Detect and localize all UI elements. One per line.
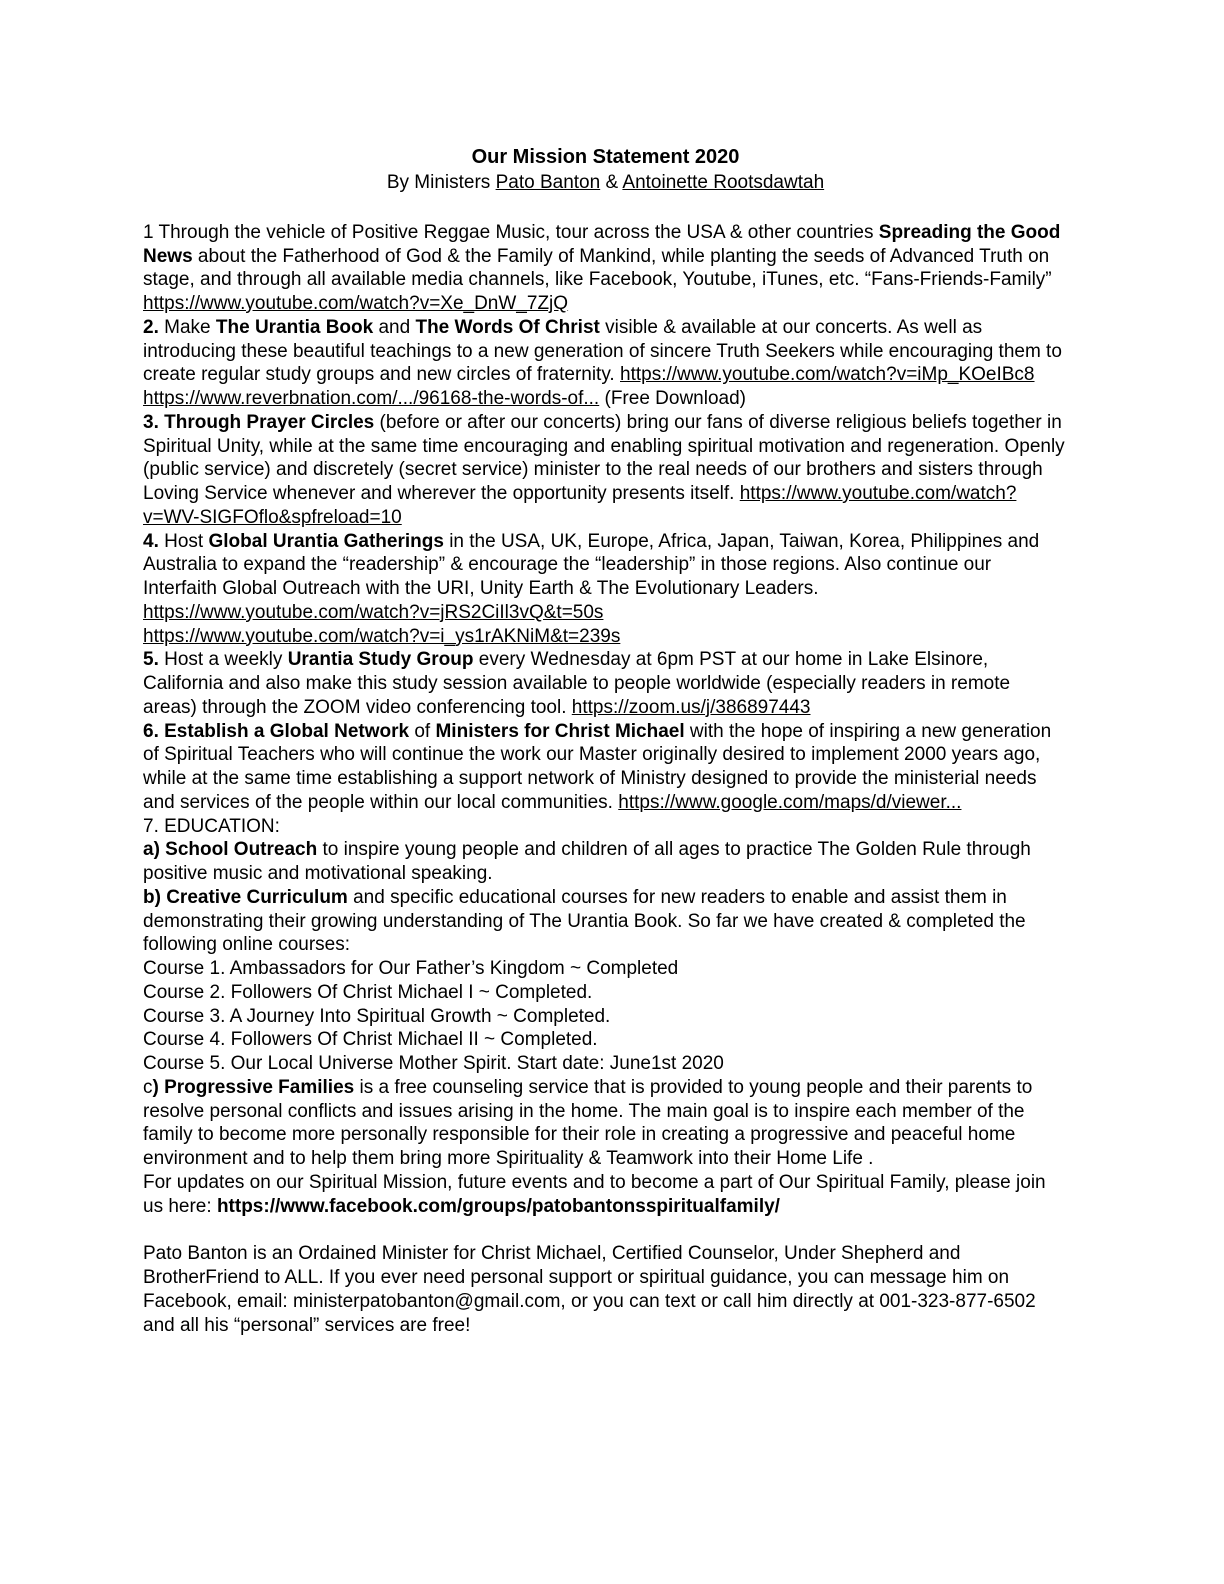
item-3-youtube-link[interactable]: https://www.youtube.com/watch?v=WV-SIGFOflo&spfreload=10 [143, 483, 1017, 528]
item-4-youtube-link-2[interactable]: https://www.youtube.com/watch?v=i_ys1rAKNiM&t=239s [143, 625, 621, 647]
mission-item-6 [143, 720, 1068, 815]
item-4-text: Host [158, 530, 209, 552]
education-item-a [143, 838, 1068, 886]
item-2-bold-urantia: The Urantia Book [215, 316, 374, 338]
item-6-text-2: with the hope of inspiring a new generation of Spiritual Teachers who will continue the work our Master originally desired to implement 2000 years ago, while at the same time establishing a support network of Ministry designed to provide the ministerial needs and services of the people within our local communities. [143, 720, 1052, 813]
item-5-bold: Urantia Study Group [287, 649, 474, 671]
item-5-number: 5. [143, 649, 159, 671]
item-5-text: Host a weekly [158, 649, 288, 671]
item-3-text: (before or after our concerts) bring our fans of diverse religious beliefs together in Spiritual Unity, while at the same time encouraging and enabling spiritual motivation and regeneration. Openly (public service) and discretely (secret service) minister to the real needs of our brothers and sisters through Loving Service whenever and wherever the opportunity presents itself. [143, 411, 1065, 504]
education-c-text: is a free counseling service that is provided to young people and their parents to resolve personal conflicts and issues arising in the home. The main goal is to inspire each member of the family to become more personally responsible for their role in creating a progressive and peaceful home environment and to help them bring more Spirituality & Teamwork into their Home Life . [143, 1076, 1033, 1169]
item-2-text-2: and [373, 316, 416, 338]
education-a-text: to inspire young people and children of all ages to practice The Golden Rule through positive music and motivational speaking. [143, 839, 1031, 884]
item-1-text-2: about the Fatherhood of God & the Family of Mankind, while planting the seeds of Advanced Truth on stage, and through all available media channels, like Facebook, Youtube, iTunes, etc. “Fans-Friends-Family” [143, 245, 1052, 291]
paragraph-spacer [143, 1218, 1068, 1242]
item-6-text: of [409, 720, 436, 742]
mission-item-4 [143, 530, 1068, 649]
author-link-pato-banton[interactable]: Pato Banton [495, 172, 601, 193]
education-item-c [143, 1076, 1068, 1171]
facebook-group-link[interactable]: https://www.facebook.com/groups/patobantonsspiritualfamily/ [216, 1195, 780, 1217]
education-item-b [143, 886, 1068, 957]
item-6-bold: 6. Establish a Global Network [143, 720, 410, 742]
item-1-bold: Spreading the Good News [143, 221, 1061, 267]
mission-item-5 [143, 648, 1068, 719]
item-5-zoom-link[interactable]: https://zoom.us/j/386897443 [571, 696, 811, 718]
education-b-bold: b) Creative Curriculum [143, 886, 348, 908]
byline [143, 171, 1068, 195]
item-2-text-3: visible & available at our concerts. As well as introducing these beautiful teachings to a new generation of sincere Truth Seekers while encouraging them to create regular study groups and new circles of fraternity. [143, 316, 1062, 386]
mission-item-1 [143, 221, 1068, 316]
document-page [143, 143, 1068, 1337]
item-6-google-maps-link[interactable]: https://www.google.com/maps/d/viewer... [618, 791, 962, 813]
byline-prefix: By Ministers [386, 172, 491, 193]
item-2-text: Make [158, 316, 216, 338]
page-title: Our Mission Statement 2020 [471, 146, 740, 168]
course-item: Course 1. Ambassadors for Our Father’s Kingdom ~ Completed [143, 958, 679, 979]
item-3-bold: 3. Through Prayer Circles [143, 411, 375, 433]
item-4-bold: Global Urantia Gatherings [208, 530, 444, 552]
education-heading: 7. EDUCATION: [143, 815, 280, 837]
item-1-youtube-link[interactable]: https://www.youtube.com/watch?v=Xe_DnW_7ZjQ [143, 293, 569, 314]
item-4-youtube-link-1[interactable]: https://www.youtube.com/watch?v=jRS2CiIl3vQ&t=50s [143, 601, 604, 623]
bio-paragraph: Pato Banton is an Ordained Minister for Christ Michael, Certified Counselor, Under Shepherd and BrotherFriend to ALL. If you ever need personal support or spiritual guidance, you can message him on Facebook, email: ministerpatobanton@gmail.com, or you can text or call him directly at 001-323-877-6502 and all his “personal” services are free! [143, 1243, 1036, 1336]
course-item: Course 5. Our Local Universe Mother Spirit. Start date: June1st 2020 [143, 1053, 724, 1074]
item-1-number: 1 [143, 221, 154, 243]
item-2-free-download: (Free Download) [599, 388, 746, 409]
updates-text: For updates on our Spiritual Mission, future events and to become a part of Our Spiritual Family, please join us here: [143, 1171, 1046, 1217]
updates-paragraph [143, 1171, 1068, 1219]
mission-item-2 [143, 316, 1068, 411]
course-item: Course 3. A Journey Into Spiritual Growth ~ Completed. [143, 1005, 611, 1027]
author-link-antoinette-rootsdawtah[interactable]: Antoinette Rootsdawtah [622, 172, 825, 193]
item-1-text: Through the vehicle of Positive Reggae Music, tour across the USA & other countries [153, 221, 879, 243]
item-2-youtube-link[interactable]: https://www.youtube.com/watch?v=iMp_KOeIBc8 [620, 364, 1035, 386]
course-item: Course 4. Followers Of Christ Michael II ~ Completed. [143, 1029, 598, 1051]
education-c-bold: ) Progressive Families [152, 1076, 355, 1098]
item-2-bold-words: The Words Of Christ [415, 316, 600, 338]
education-b-text: and specific educational courses for new readers to enable and assist them in demonstrating their growing understanding of The Urantia Book. So far we have created & completed the following online courses: [143, 886, 1026, 956]
byline-ampersand: & [605, 172, 619, 193]
item-6-bold-2: Ministers for Christ Michael [435, 720, 685, 742]
item-4-number: 4. [143, 530, 159, 552]
item-2-number: 2. [143, 316, 159, 338]
item-5-text-2: every Wednesday at 6pm PST at our home in Lake Elsinore, California and also make this study session available to people worldwide (especially readers in remote areas) through the ZOOM video conferencing tool. [143, 649, 1011, 718]
item-4-text-2: in the USA, UK, Europe, Africa, Japan, Taiwan, Korea, Philippines and Australia to expand the “readership” & encourage the “leadership” in those regions. Also continue our Interfaith Global Outreach with the URI, Unity Earth & The Evolutionary Leaders. [143, 530, 1040, 599]
course-item: Course 2. Followers Of Christ Michael I ~ Completed. [143, 981, 593, 1003]
education-c-prefix: c [143, 1076, 153, 1098]
education-a-bold: a) School Outreach [143, 839, 318, 861]
item-2-reverbnation-link[interactable]: https://www.reverbnation.com/.../96168-the-words-of... [143, 388, 600, 409]
mission-item-3 [143, 411, 1068, 530]
